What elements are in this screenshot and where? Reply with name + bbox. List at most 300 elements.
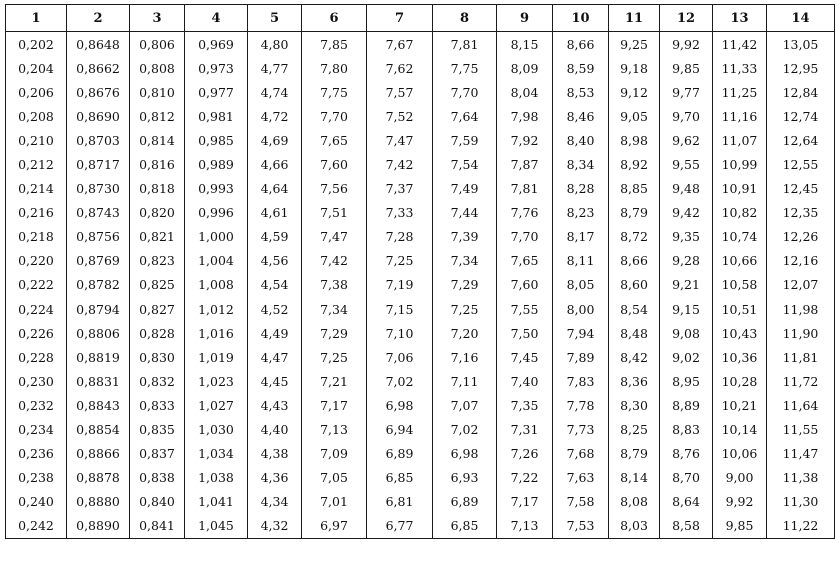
- table-cell: 0,222: [6, 273, 67, 297]
- table-cell: 8,15: [497, 32, 553, 57]
- table-container: [5, 4, 819, 539]
- table-cell: 8,58: [660, 514, 713, 539]
- table-cell: 7,80: [302, 56, 367, 80]
- table-cell: 4,32: [248, 514, 302, 539]
- table-cell: 0,8880: [67, 490, 130, 514]
- table-cell: 11,81: [767, 345, 835, 369]
- column-header: 8: [433, 5, 497, 32]
- table-cell: 7,65: [302, 128, 367, 152]
- table-cell: 0,837: [130, 442, 185, 466]
- table-cell: 4,54: [248, 273, 302, 297]
- table-cell: 7,38: [302, 273, 367, 297]
- table-cell: 9,85: [660, 56, 713, 80]
- table-cell: 7,25: [367, 249, 433, 273]
- table-row: [6, 345, 835, 369]
- table-cell: 9,25: [609, 32, 660, 57]
- table-cell: 4,69: [248, 128, 302, 152]
- table-cell: 9,42: [660, 201, 713, 225]
- table-cell: 4,36: [248, 466, 302, 490]
- table-cell: 7,17: [497, 490, 553, 514]
- column-header: 9: [497, 5, 553, 32]
- table-cell: 12,84: [767, 80, 835, 104]
- table-cell: 6,85: [433, 514, 497, 539]
- table-cell: 4,72: [248, 104, 302, 128]
- table-cell: 9,28: [660, 249, 713, 273]
- table-cell: 10,74: [713, 225, 767, 249]
- table-cell: 0,8890: [67, 514, 130, 539]
- table-cell: 8,59: [553, 56, 609, 80]
- table-cell: 4,38: [248, 442, 302, 466]
- table-cell: 0,8690: [67, 104, 130, 128]
- table-cell: 8,54: [609, 297, 660, 321]
- table-cell: 8,98: [609, 128, 660, 152]
- table-cell: 0,236: [6, 442, 67, 466]
- table-cell: 4,61: [248, 201, 302, 225]
- table-cell: 0,218: [6, 225, 67, 249]
- table-cell: 7,37: [367, 177, 433, 201]
- table-cell: 7,20: [433, 321, 497, 345]
- table-cell: 7,10: [367, 321, 433, 345]
- table-row: [6, 393, 835, 417]
- table-cell: 10,14: [713, 418, 767, 442]
- table-cell: 8,30: [609, 393, 660, 417]
- table-cell: 9,92: [713, 490, 767, 514]
- table-cell: 7,11: [433, 369, 497, 393]
- table-cell: 7,62: [367, 56, 433, 80]
- table-cell: 7,75: [302, 80, 367, 104]
- table-cell: 0,828: [130, 321, 185, 345]
- table-cell: 4,66: [248, 152, 302, 176]
- table-cell: 8,00: [553, 297, 609, 321]
- table-cell: 4,80: [248, 32, 302, 57]
- table-row: [6, 56, 835, 80]
- table-cell: 0,825: [130, 273, 185, 297]
- table-cell: 7,33: [367, 201, 433, 225]
- table-cell: 9,48: [660, 177, 713, 201]
- table-cell: 7,02: [433, 418, 497, 442]
- table-cell: 13,05: [767, 32, 835, 57]
- table-cell: 0,821: [130, 225, 185, 249]
- table-cell: 10,06: [713, 442, 767, 466]
- table-cell: 7,89: [553, 345, 609, 369]
- table-cell: 4,52: [248, 297, 302, 321]
- table-cell: 6,98: [367, 393, 433, 417]
- table-row: [6, 418, 835, 442]
- table-cell: 0,838: [130, 466, 185, 490]
- table-cell: 0,228: [6, 345, 67, 369]
- table-cell: 11,30: [767, 490, 835, 514]
- table-cell: 1,045: [185, 514, 248, 539]
- table-body: [6, 32, 835, 539]
- table-cell: 7,87: [497, 152, 553, 176]
- table-cell: 0,818: [130, 177, 185, 201]
- table-cell: 0,216: [6, 201, 67, 225]
- table-cell: 8,36: [609, 369, 660, 393]
- column-header: 14: [767, 5, 835, 32]
- table-cell: 7,01: [302, 490, 367, 514]
- table-cell: 7,81: [433, 32, 497, 57]
- table-cell: 8,28: [553, 177, 609, 201]
- table-cell: 12,95: [767, 56, 835, 80]
- table-cell: 11,64: [767, 393, 835, 417]
- table-cell: 4,40: [248, 418, 302, 442]
- table-cell: 7,02: [367, 369, 433, 393]
- column-header: 13: [713, 5, 767, 32]
- table-cell: 8,95: [660, 369, 713, 393]
- table-cell: 0,212: [6, 152, 67, 176]
- table-cell: 7,35: [497, 393, 553, 417]
- table-cell: 7,44: [433, 201, 497, 225]
- table-cell: 8,04: [497, 80, 553, 104]
- table-cell: 7,60: [302, 152, 367, 176]
- table-cell: 7,53: [553, 514, 609, 539]
- table-row: [6, 201, 835, 225]
- table-cell: 11,25: [713, 80, 767, 104]
- table-cell: 9,55: [660, 152, 713, 176]
- table-cell: 10,91: [713, 177, 767, 201]
- table-cell: 0,841: [130, 514, 185, 539]
- table-row: [6, 152, 835, 176]
- table-cell: 4,47: [248, 345, 302, 369]
- table-cell: 0,234: [6, 418, 67, 442]
- table-cell: 8,05: [553, 273, 609, 297]
- table-cell: 4,64: [248, 177, 302, 201]
- table-cell: 0,8756: [67, 225, 130, 249]
- column-header: 2: [67, 5, 130, 32]
- table-cell: 9,02: [660, 345, 713, 369]
- table-row: [6, 297, 835, 321]
- table-cell: 11,07: [713, 128, 767, 152]
- table-cell: 0,981: [185, 104, 248, 128]
- column-header: 4: [185, 5, 248, 32]
- column-header: 3: [130, 5, 185, 32]
- table-cell: 9,15: [660, 297, 713, 321]
- table-cell: 0,996: [185, 201, 248, 225]
- table-cell: 7,34: [433, 249, 497, 273]
- table-cell: 7,52: [367, 104, 433, 128]
- table-cell: 0,8782: [67, 273, 130, 297]
- table-cell: 7,05: [302, 466, 367, 490]
- table-row: [6, 225, 835, 249]
- table-cell: 7,94: [553, 321, 609, 345]
- table-cell: 0,989: [185, 152, 248, 176]
- table-cell: 9,21: [660, 273, 713, 297]
- table-cell: 7,06: [367, 345, 433, 369]
- table-cell: 6,97: [302, 514, 367, 539]
- table-cell: 8,46: [553, 104, 609, 128]
- table-cell: 0,8662: [67, 56, 130, 80]
- table-cell: 8,85: [609, 177, 660, 201]
- table-cell: 0,832: [130, 369, 185, 393]
- table-cell: 12,16: [767, 249, 835, 273]
- table-cell: 7,21: [302, 369, 367, 393]
- column-header: 6: [302, 5, 367, 32]
- table-cell: 7,42: [302, 249, 367, 273]
- table-cell: 7,47: [367, 128, 433, 152]
- table-cell: 9,35: [660, 225, 713, 249]
- table-cell: 11,42: [713, 32, 767, 57]
- table-cell: 1,012: [185, 297, 248, 321]
- table-cell: 1,008: [185, 273, 248, 297]
- table-cell: 0,206: [6, 80, 67, 104]
- table-cell: 0,8806: [67, 321, 130, 345]
- column-header: 12: [660, 5, 713, 32]
- table-cell: 0,8878: [67, 466, 130, 490]
- table-cell: 7,13: [497, 514, 553, 539]
- table-cell: 8,34: [553, 152, 609, 176]
- table-cell: 7,54: [433, 152, 497, 176]
- table-cell: 8,25: [609, 418, 660, 442]
- table-cell: 7,39: [433, 225, 497, 249]
- table-cell: 8,79: [609, 201, 660, 225]
- table-cell: 10,28: [713, 369, 767, 393]
- table-cell: 0,8743: [67, 201, 130, 225]
- table-cell: 8,17: [553, 225, 609, 249]
- table-cell: 9,00: [713, 466, 767, 490]
- table-cell: 7,63: [553, 466, 609, 490]
- table-cell: 10,66: [713, 249, 767, 273]
- table-cell: 4,77: [248, 56, 302, 80]
- table-cell: 10,21: [713, 393, 767, 417]
- table-cell: 8,42: [609, 345, 660, 369]
- table-cell: 7,57: [367, 80, 433, 104]
- table-cell: 10,99: [713, 152, 767, 176]
- column-header: 1: [6, 5, 67, 32]
- table-cell: 10,43: [713, 321, 767, 345]
- table-row: [6, 104, 835, 128]
- table-cell: 0,808: [130, 56, 185, 80]
- table-cell: 0,240: [6, 490, 67, 514]
- table-cell: 1,019: [185, 345, 248, 369]
- table-cell: 7,70: [497, 225, 553, 249]
- table-cell: 9,62: [660, 128, 713, 152]
- table-cell: 1,038: [185, 466, 248, 490]
- table-cell: 7,07: [433, 393, 497, 417]
- table-cell: 0,985: [185, 128, 248, 152]
- table-cell: 4,49: [248, 321, 302, 345]
- table-cell: 7,68: [553, 442, 609, 466]
- table-cell: 12,07: [767, 273, 835, 297]
- table-cell: 6,98: [433, 442, 497, 466]
- table-cell: 4,45: [248, 369, 302, 393]
- table-cell: 11,90: [767, 321, 835, 345]
- table-cell: 8,83: [660, 418, 713, 442]
- table-cell: 7,67: [367, 32, 433, 57]
- table-cell: 7,28: [367, 225, 433, 249]
- table-cell: 7,78: [553, 393, 609, 417]
- table-cell: 7,31: [497, 418, 553, 442]
- table-cell: 9,77: [660, 80, 713, 104]
- table-row: [6, 490, 835, 514]
- table-cell: 9,05: [609, 104, 660, 128]
- table-cell: 11,72: [767, 369, 835, 393]
- table-cell: 10,36: [713, 345, 767, 369]
- table-cell: 0,806: [130, 32, 185, 57]
- table-cell: 12,64: [767, 128, 835, 152]
- table-cell: 7,17: [302, 393, 367, 417]
- table-cell: 7,34: [302, 297, 367, 321]
- table-cell: 7,70: [302, 104, 367, 128]
- table-cell: 7,40: [497, 369, 553, 393]
- table-cell: 0,8831: [67, 369, 130, 393]
- table-cell: 11,38: [767, 466, 835, 490]
- table-cell: 9,92: [660, 32, 713, 57]
- table-cell: 7,56: [302, 177, 367, 201]
- table-cell: 8,03: [609, 514, 660, 539]
- table-cell: 7,92: [497, 128, 553, 152]
- table-cell: 7,29: [433, 273, 497, 297]
- table-cell: 0,814: [130, 128, 185, 152]
- table-cell: 12,26: [767, 225, 835, 249]
- table-cell: 0,202: [6, 32, 67, 57]
- table-cell: 8,64: [660, 490, 713, 514]
- table-cell: 6,94: [367, 418, 433, 442]
- table-cell: 9,18: [609, 56, 660, 80]
- table-cell: 7,22: [497, 466, 553, 490]
- table-cell: 1,016: [185, 321, 248, 345]
- table-cell: 0,208: [6, 104, 67, 128]
- table-cell: 8,09: [497, 56, 553, 80]
- table-cell: 11,33: [713, 56, 767, 80]
- table-cell: 9,85: [713, 514, 767, 539]
- table-cell: 6,89: [433, 490, 497, 514]
- table-cell: 0,993: [185, 177, 248, 201]
- table-cell: 0,8648: [67, 32, 130, 57]
- table-cell: 0,8866: [67, 442, 130, 466]
- table-cell: 1,027: [185, 393, 248, 417]
- table-cell: 1,004: [185, 249, 248, 273]
- table-cell: 7,25: [302, 345, 367, 369]
- table-row: [6, 321, 835, 345]
- table-row: [6, 514, 835, 539]
- table-cell: 7,49: [433, 177, 497, 201]
- table-cell: 6,77: [367, 514, 433, 539]
- table-row: [6, 369, 835, 393]
- table-cell: 10,82: [713, 201, 767, 225]
- table-cell: 7,16: [433, 345, 497, 369]
- table-cell: 8,08: [609, 490, 660, 514]
- table-cell: 8,14: [609, 466, 660, 490]
- table-cell: 0,8794: [67, 297, 130, 321]
- table-cell: 0,833: [130, 393, 185, 417]
- table-cell: 11,16: [713, 104, 767, 128]
- table-cell: 4,59: [248, 225, 302, 249]
- table-cell: 4,43: [248, 393, 302, 417]
- table-cell: 10,51: [713, 297, 767, 321]
- table-cell: 7,75: [433, 56, 497, 80]
- table-cell: 7,85: [302, 32, 367, 57]
- column-header: 10: [553, 5, 609, 32]
- table-cell: 8,40: [553, 128, 609, 152]
- table-cell: 0,827: [130, 297, 185, 321]
- table-cell: 7,73: [553, 418, 609, 442]
- table-cell: 0,8730: [67, 177, 130, 201]
- table-cell: 7,25: [433, 297, 497, 321]
- table-cell: 8,66: [609, 249, 660, 273]
- table-cell: 0,810: [130, 80, 185, 104]
- table-row: [6, 249, 835, 273]
- table-cell: 0,823: [130, 249, 185, 273]
- table-cell: 7,51: [302, 201, 367, 225]
- table-cell: 12,74: [767, 104, 835, 128]
- table-cell: 0,204: [6, 56, 67, 80]
- table-cell: 0,816: [130, 152, 185, 176]
- table-cell: 7,59: [433, 128, 497, 152]
- table-row: [6, 128, 835, 152]
- table-cell: 9,12: [609, 80, 660, 104]
- table-cell: 0,977: [185, 80, 248, 104]
- table-cell: 7,60: [497, 273, 553, 297]
- table-cell: 7,29: [302, 321, 367, 345]
- header-row: [6, 5, 835, 32]
- table-cell: 4,34: [248, 490, 302, 514]
- table-cell: 7,09: [302, 442, 367, 466]
- table-cell: 0,8717: [67, 152, 130, 176]
- table-row: [6, 177, 835, 201]
- table-row: [6, 466, 835, 490]
- table-cell: 7,15: [367, 297, 433, 321]
- table-cell: 11,47: [767, 442, 835, 466]
- table-cell: 8,79: [609, 442, 660, 466]
- table-cell: 8,70: [660, 466, 713, 490]
- table-cell: 7,45: [497, 345, 553, 369]
- table-cell: 0,226: [6, 321, 67, 345]
- table-cell: 8,48: [609, 321, 660, 345]
- table-cell: 7,47: [302, 225, 367, 249]
- table-cell: 7,13: [302, 418, 367, 442]
- table-cell: 12,55: [767, 152, 835, 176]
- table-cell: 7,83: [553, 369, 609, 393]
- table-cell: 7,19: [367, 273, 433, 297]
- table-cell: 7,98: [497, 104, 553, 128]
- table-cell: 0,232: [6, 393, 67, 417]
- table-cell: 4,56: [248, 249, 302, 273]
- table-cell: 0,238: [6, 466, 67, 490]
- table-cell: 0,224: [6, 297, 67, 321]
- table-cell: 1,030: [185, 418, 248, 442]
- table-cell: 7,55: [497, 297, 553, 321]
- column-header: 11: [609, 5, 660, 32]
- table-row: [6, 273, 835, 297]
- table-cell: 0,214: [6, 177, 67, 201]
- table-cell: 0,8819: [67, 345, 130, 369]
- table-cell: 0,8854: [67, 418, 130, 442]
- table-cell: 8,92: [609, 152, 660, 176]
- table-cell: 0,8769: [67, 249, 130, 273]
- table-cell: 12,45: [767, 177, 835, 201]
- table-cell: 1,041: [185, 490, 248, 514]
- table-cell: 6,93: [433, 466, 497, 490]
- table-cell: 4,74: [248, 80, 302, 104]
- table-cell: 0,830: [130, 345, 185, 369]
- table-cell: 7,81: [497, 177, 553, 201]
- table-cell: 7,64: [433, 104, 497, 128]
- table-cell: 0,840: [130, 490, 185, 514]
- table-cell: 8,53: [553, 80, 609, 104]
- data-table: [5, 4, 835, 539]
- table-cell: 8,23: [553, 201, 609, 225]
- table-cell: 6,89: [367, 442, 433, 466]
- table-cell: 7,65: [497, 249, 553, 273]
- table-cell: 0,835: [130, 418, 185, 442]
- table-cell: 12,35: [767, 201, 835, 225]
- table-cell: 0,210: [6, 128, 67, 152]
- table-cell: 8,11: [553, 249, 609, 273]
- table-cell: 11,98: [767, 297, 835, 321]
- table-cell: 6,85: [367, 466, 433, 490]
- table-cell: 6,81: [367, 490, 433, 514]
- table-cell: 8,66: [553, 32, 609, 57]
